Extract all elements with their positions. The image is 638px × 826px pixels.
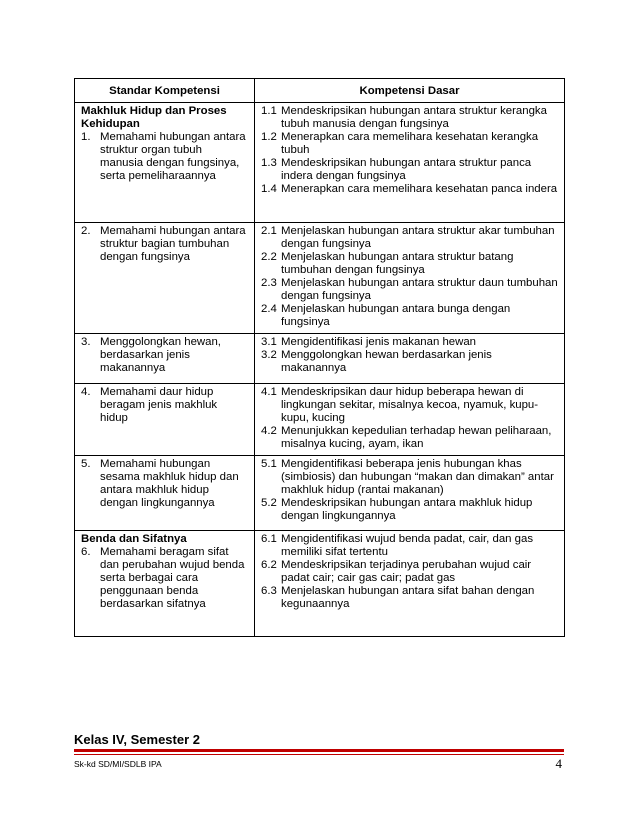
header-kompetensi-dasar: Kompetensi Dasar	[255, 79, 565, 103]
kd-text: Mendeskripsikan terjadinya perubahan wujud cair padat cair; cair gas cair; padat gas	[281, 559, 532, 584]
table-header-row	[75, 79, 565, 103]
kd-item	[261, 349, 560, 375]
kd-item	[261, 533, 560, 559]
sk-number: 6.	[81, 546, 91, 558]
standar-kompetensi-cell	[75, 334, 255, 384]
kd-item	[261, 131, 560, 157]
kompetensi-dasar-cell	[255, 456, 565, 531]
table-row	[75, 384, 565, 456]
kompetensi-dasar-cell	[255, 223, 565, 334]
kd-text: Mendeskripsikan hubungan antara struktur kerangka tubuh manusia dengan fungsinya	[281, 105, 547, 130]
kd-text: Mendeskripsikan hubungan antara makhluk hidup dengan lingkungannya	[281, 497, 533, 522]
kd-text: Menjelaskan hubungan antara struktur daun tumbuhan dengan fungsinya	[281, 277, 558, 302]
standar-kompetensi-cell	[75, 531, 255, 637]
kd-number: 2.4	[261, 303, 277, 315]
kd-number: 1.3	[261, 157, 277, 169]
kd-item	[261, 336, 560, 349]
table-row	[75, 103, 565, 223]
topic-group-title: Benda dan Sifatnya	[81, 533, 187, 545]
sk-number: 2.	[81, 225, 91, 237]
kompetensi-dasar-cell	[255, 531, 565, 637]
footer-rule-thick	[74, 749, 564, 752]
kompetensi-dasar-cell	[255, 334, 565, 384]
kd-number: 5.1	[261, 458, 277, 470]
kd-number: 1.2	[261, 131, 277, 143]
footer-rule-thin	[74, 754, 564, 755]
kd-item	[261, 497, 560, 523]
kd-number: 3.2	[261, 349, 277, 361]
sk-item	[81, 546, 248, 611]
kd-text: Menjelaskan hubungan antara sifat bahan dengan kegunaannya	[281, 585, 535, 610]
sk-text: Memahami daur hidup beragam jenis makhluk hidup	[100, 386, 218, 424]
sk-number: 3.	[81, 336, 91, 348]
kd-item	[261, 303, 560, 329]
kd-number: 1.4	[261, 183, 277, 195]
kd-text: Mengidentifikasi jenis makanan hewan	[281, 336, 477, 348]
kd-number: 4.1	[261, 386, 277, 398]
kd-item	[261, 157, 560, 183]
competency-table	[74, 78, 565, 637]
kd-text: Mendeskripsikan daur hidup beberapa hewan di lingkungan sekitar, misalnya kecoa, nyamuk, kupu-kupu, kucing	[281, 386, 539, 424]
kd-number: 2.3	[261, 277, 277, 289]
kd-item	[261, 251, 560, 277]
page-number: 4	[555, 756, 562, 771]
table-row	[75, 531, 565, 637]
table-row	[75, 334, 565, 384]
kd-item	[261, 386, 560, 425]
standar-kompetensi-cell	[75, 223, 255, 334]
kd-number: 6.2	[261, 559, 277, 571]
kd-item	[261, 458, 560, 497]
table-row	[75, 223, 565, 334]
sk-text: Memahami hubungan antara struktur bagian tumbuhan dengan fungsinya	[100, 225, 246, 263]
kd-number: 1.1	[261, 105, 277, 117]
table-row	[75, 456, 565, 531]
sk-text: Memahami hubungan antara struktur organ tubuh manusia dengan fungsinya, serta pemeliharaannya	[100, 131, 246, 182]
sk-text: Memahami hubungan sesama makhluk hidup dan antara makhluk hidup dengan lingkungannya	[100, 458, 239, 509]
kd-number: 2.2	[261, 251, 277, 263]
kd-text: Menerapkan cara memelihara kesehatan kerangka tubuh	[281, 131, 539, 156]
kompetensi-dasar-cell	[255, 103, 565, 223]
standar-kompetensi-cell	[75, 103, 255, 223]
kd-text: Menjelaskan hubungan antara bunga dengan fungsinya	[281, 303, 511, 328]
sk-number: 5.	[81, 458, 91, 470]
standar-kompetensi-cell	[75, 456, 255, 531]
kd-item	[261, 225, 560, 251]
sk-item	[81, 386, 248, 425]
kd-text: Menunjukkan kepedulian terhadap hewan peliharaan, misalnya kucing, ayam, ikan	[281, 425, 552, 450]
kd-text: Menjelaskan hubungan antara struktur akar tumbuhan dengan fungsinya	[281, 225, 555, 250]
sk-number: 1.	[81, 131, 91, 143]
sk-text: Memahami beragam sifat dan perubahan wujud benda serta berbagai cara penggunaan benda berdasarkan sifatnya	[100, 546, 245, 610]
kd-number: 5.2	[261, 497, 277, 509]
table-body	[75, 103, 565, 637]
kd-item	[261, 105, 560, 131]
kd-text: Menggolongkan hewan berdasarkan jenis makanannya	[281, 349, 492, 374]
topic-group-title: Makhluk Hidup dan Proses Kehidupan	[81, 105, 227, 130]
kd-text: Mengidentifikasi beberapa jenis hubungan khas (simbiosis) dan hubungan “makan dan dimakan” antar makhluk hidup (rantai makanan)	[281, 458, 554, 496]
kd-number: 2.1	[261, 225, 277, 237]
kd-item	[261, 559, 560, 585]
kd-number: 4.2	[261, 425, 277, 437]
sk-item	[81, 225, 248, 264]
sk-text: Menggolongkan hewan, berdasarkan jenis makanannya	[100, 336, 221, 374]
kd-number: 6.1	[261, 533, 277, 545]
sk-item	[81, 458, 248, 510]
sk-item	[81, 131, 248, 183]
kd-number: 3.1	[261, 336, 277, 348]
kd-number: 6.3	[261, 585, 277, 597]
kd-item	[261, 585, 560, 611]
kd-text: Menerapkan cara memelihara kesehatan panca indera	[281, 183, 558, 195]
kd-item	[261, 425, 560, 451]
kd-item	[261, 183, 560, 196]
kd-text: Mengidentifikasi wujud benda padat, cair, dan gas memiliki sifat tertentu	[281, 533, 534, 558]
standar-kompetensi-cell	[75, 384, 255, 456]
sk-item	[81, 336, 248, 375]
kompetensi-dasar-cell	[255, 384, 565, 456]
footer-document-label: Sk-kd SD/MI/SDLB IPA	[74, 759, 162, 769]
kd-item	[261, 277, 560, 303]
sk-number: 4.	[81, 386, 91, 398]
kd-text: Mendeskripsikan hubungan antara struktur panca indera dengan fungsinya	[281, 157, 532, 182]
header-standar-kompetensi: Standar Kompetensi	[75, 79, 255, 103]
kd-text: Menjelaskan hubungan antara struktur batang tumbuhan dengan fungsinya	[281, 251, 514, 276]
class-semester-heading: Kelas IV, Semester 2	[74, 732, 200, 747]
